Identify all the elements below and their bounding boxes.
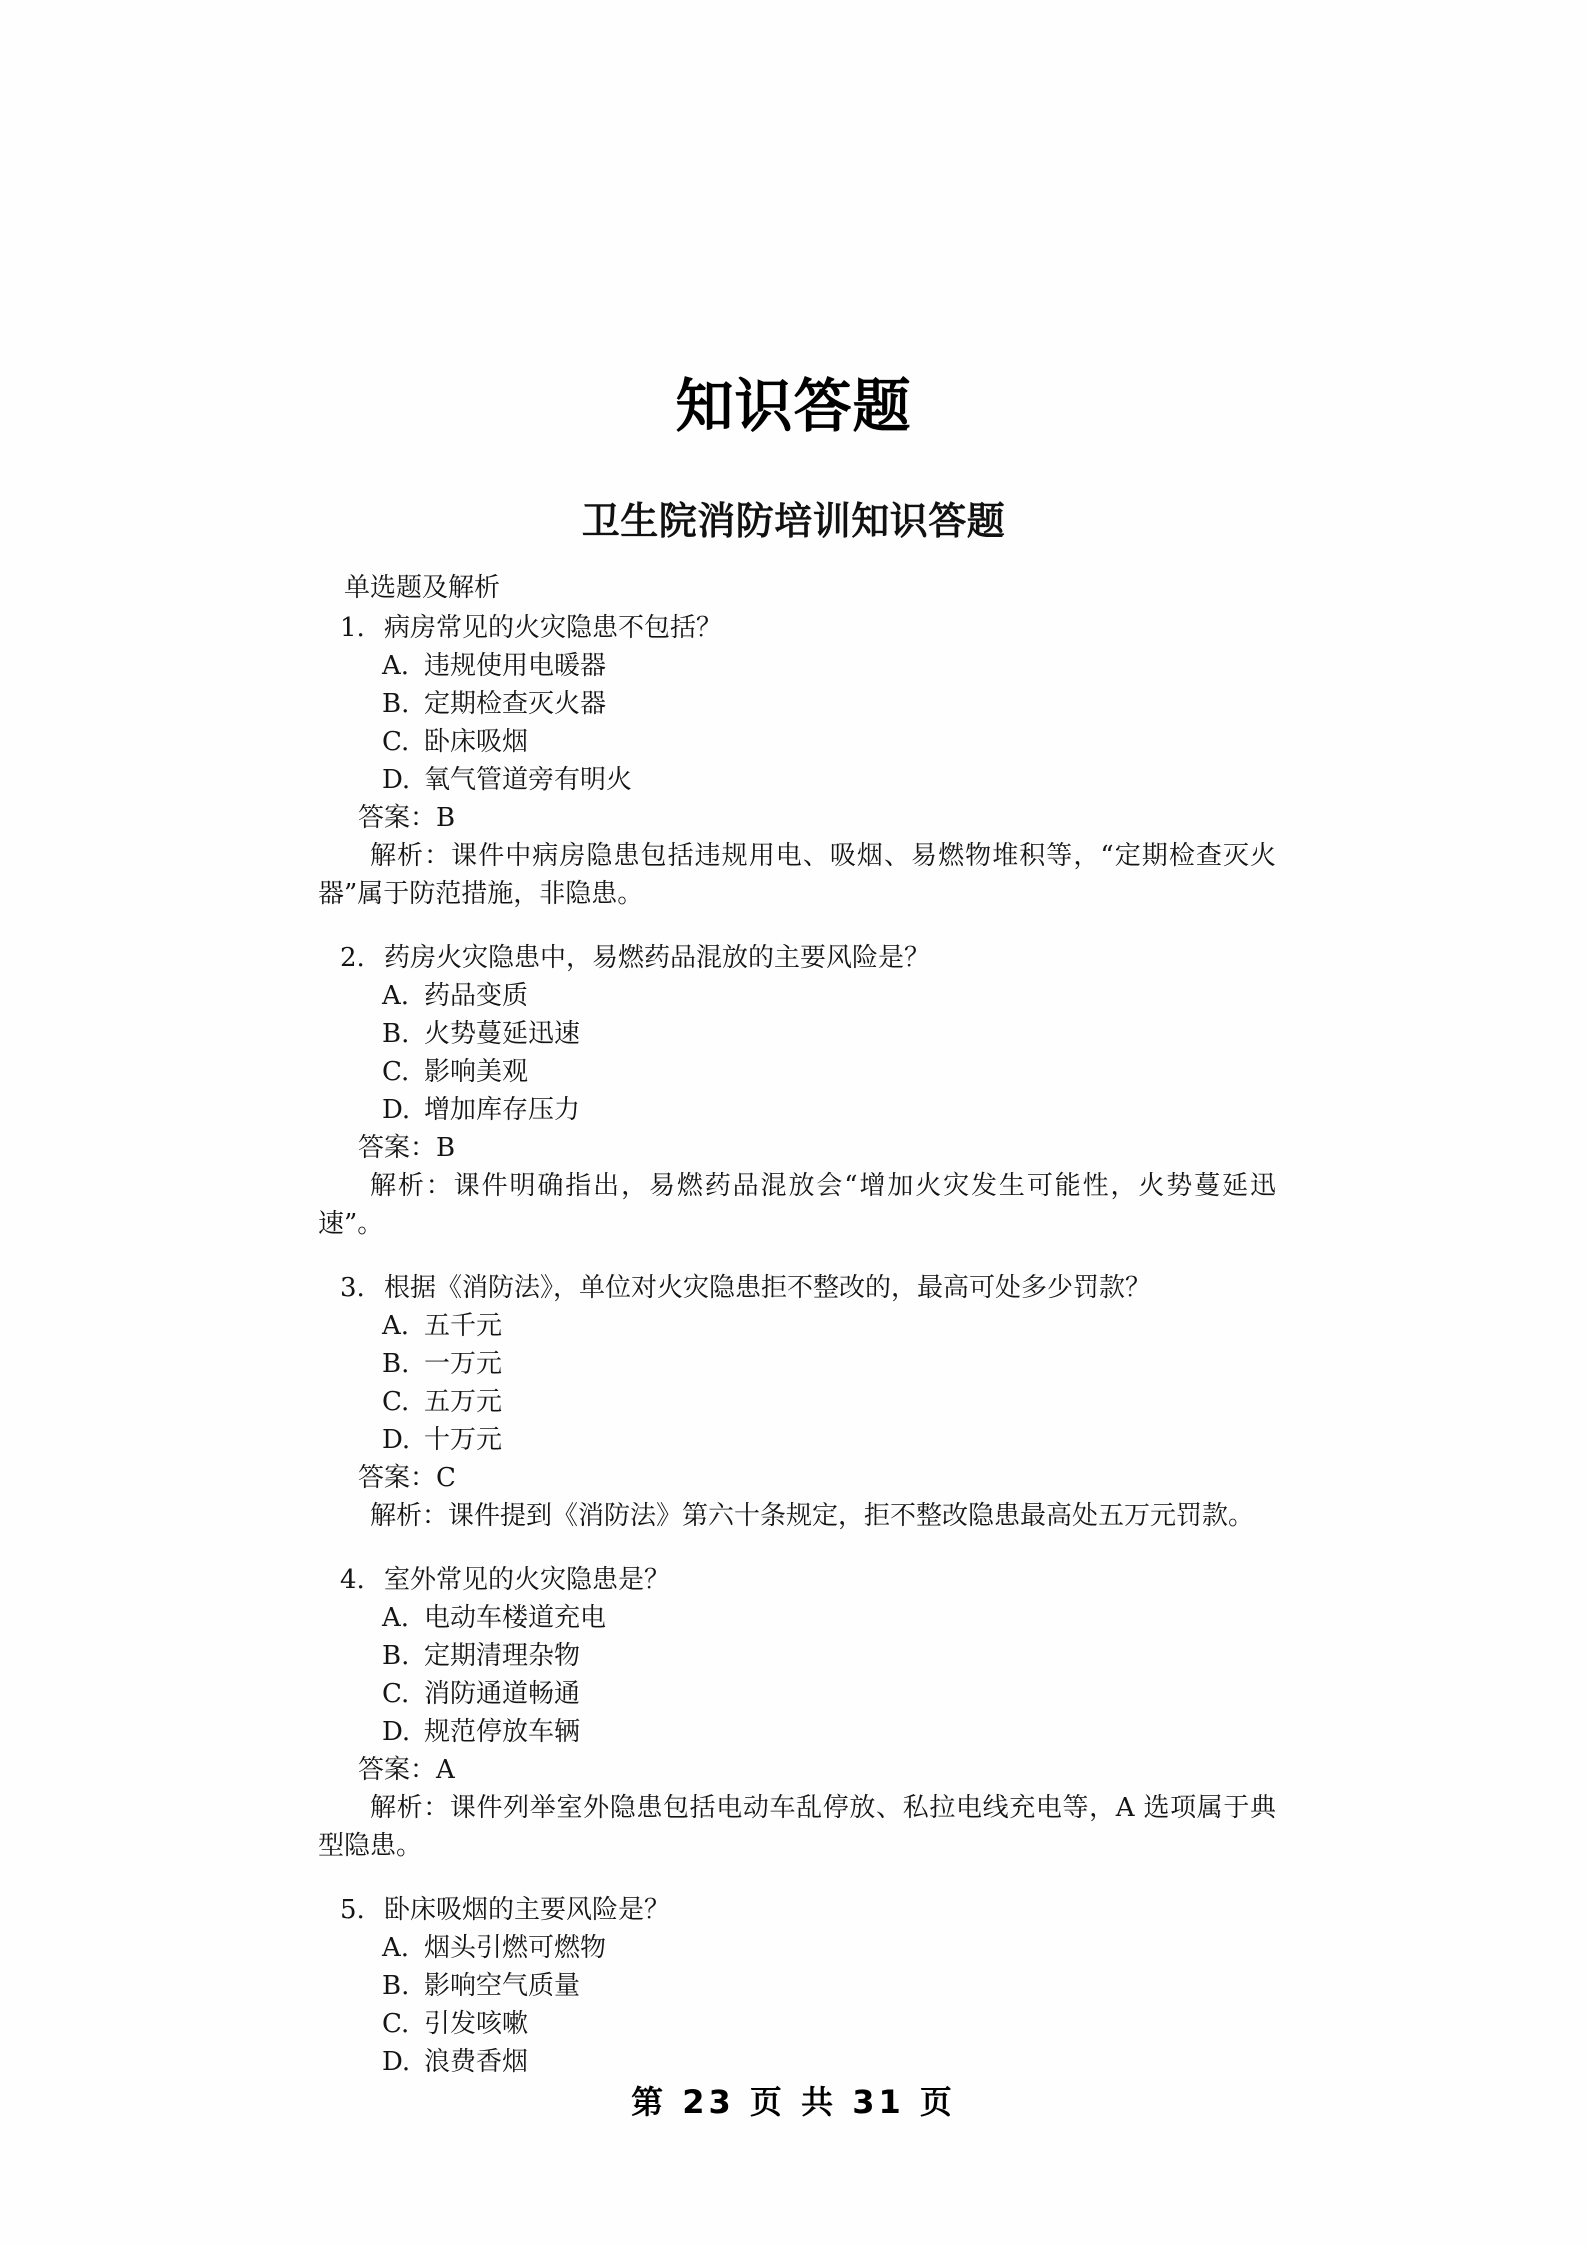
explanation-line: 解析：课件中病房隐患包括违规用电、吸烟、易燃物堆积等，“定期检查灭火器”属于防范措施，非隐患。 [318,841,1276,909]
option-label: 影响美观 [424,1057,529,1087]
option-item[interactable] [318,1053,1276,1091]
option-key: B. [382,1349,410,1379]
option-label: 药品变质 [424,981,529,1011]
question-text: 室外常见的火灾隐患是？ [384,1565,671,1595]
option-label: 烟头引燃可燃物 [424,1933,607,1963]
option-key: C. [382,1387,410,1417]
option-label: 氧气管道旁有明火 [424,765,633,795]
option-label: 引发咳嗽 [424,2009,529,2039]
question-number: 4. [340,1565,365,1595]
option-item[interactable] [318,1967,1276,2005]
option-item[interactable] [318,2043,1276,2081]
option-label: 一万元 [424,1349,503,1379]
question-text: 病房常见的火灾隐患不包括？ [384,613,723,643]
option-key: A. [382,1603,410,1633]
option-item[interactable] [318,1015,1276,1053]
option-label: 火势蔓延迅速 [424,1019,581,1049]
question-number: 3. [340,1273,365,1303]
option-item[interactable] [318,1599,1276,1637]
option-key: C. [382,727,410,757]
option-item[interactable] [318,977,1276,1015]
option-key: A. [382,1933,410,1963]
document-body [318,570,1276,2081]
question-block [318,609,1276,913]
explanation-line: 解析：课件明确指出，易燃药品混放会“增加火灾发生可能性，火势蔓延迅速”。 [318,1171,1276,1239]
question-block [318,1269,1276,1535]
answer-line: 答案：B [358,803,456,833]
question-text: 根据《消防法》，单位对火灾隐患拒不整改的，最高可处多少罚款？ [384,1273,1152,1303]
question-number: 5. [340,1895,365,1925]
question-line [318,1561,1276,1599]
option-label: 定期清理杂物 [424,1641,581,1671]
page-footer: 第 23 页 共 31 页 [631,2083,956,2121]
option-label: 定期检查灭火器 [424,689,607,719]
question-block [318,939,1276,1243]
option-key: D. [382,1425,411,1455]
option-item[interactable] [318,1637,1276,1675]
option-label: 违规使用电暖器 [424,651,607,681]
question-number: 2. [340,943,365,973]
question-line [318,609,1276,647]
option-key: D. [382,2047,411,2077]
option-key: A. [382,1311,410,1341]
option-label: 消防通道畅通 [424,1679,581,1709]
option-item[interactable] [318,685,1276,723]
question-line [318,1269,1276,1307]
option-key: D. [382,1717,411,1747]
option-item[interactable] [318,1345,1276,1383]
option-key: B. [382,1971,410,2001]
option-item[interactable] [318,1307,1276,1345]
question-line [318,939,1276,977]
option-item[interactable] [318,1091,1276,1129]
option-label: 规范停放车辆 [424,1717,581,1747]
question-block [318,1561,1276,1865]
option-key: C. [382,1679,410,1709]
option-label: 浪费香烟 [424,2047,529,2077]
page-title: 知识答题 [675,371,912,440]
option-key: C. [382,2009,410,2039]
option-item[interactable] [318,1929,1276,1967]
option-key: D. [382,765,411,795]
answer-line: 答案：B [358,1133,456,1163]
option-label: 增加库存压力 [424,1095,581,1125]
option-key: C. [382,1057,410,1087]
answer-line: 答案：A [358,1755,455,1785]
option-item[interactable] [318,647,1276,685]
option-item[interactable] [318,723,1276,761]
option-label: 五万元 [424,1387,503,1417]
option-key: B. [382,1641,410,1671]
option-key: B. [382,689,410,719]
option-item[interactable] [318,761,1276,799]
question-text: 药房火灾隐患中，易燃药品混放的主要风险是？ [384,943,931,973]
question-line [318,1891,1276,1929]
option-item[interactable] [318,1675,1276,1713]
option-label: 五千元 [424,1311,503,1341]
question-block [318,1891,1276,2081]
option-key: D. [382,1095,411,1125]
option-item[interactable] [318,2005,1276,2043]
option-item[interactable] [318,1383,1276,1421]
option-key: A. [382,981,410,1011]
question-text: 卧床吸烟的主要风险是？ [384,1895,671,1925]
option-label: 影响空气质量 [424,1971,581,2001]
option-item[interactable] [318,1713,1276,1751]
explanation-line: 解析：课件列举室外隐患包括电动车乱停放、私拉电线充电等，A 选项属于典型隐患。 [318,1793,1276,1861]
option-item[interactable] [318,1421,1276,1459]
option-key: B. [382,1019,410,1049]
option-label: 十万元 [424,1425,503,1455]
page-subtitle: 卫生院消防培训知识答题 [581,497,1006,543]
explanation-line: 解析：课件提到《消防法》第六十条规定，拒不整改隐患最高处五万元罚款。 [370,1501,1255,1531]
section-label: 单选题及解析 [344,573,501,603]
question-number: 1. [340,613,365,643]
option-label: 卧床吸烟 [424,727,529,757]
answer-line: 答案：C [358,1463,456,1493]
option-key: A. [382,651,410,681]
option-label: 电动车楼道充电 [424,1603,607,1633]
